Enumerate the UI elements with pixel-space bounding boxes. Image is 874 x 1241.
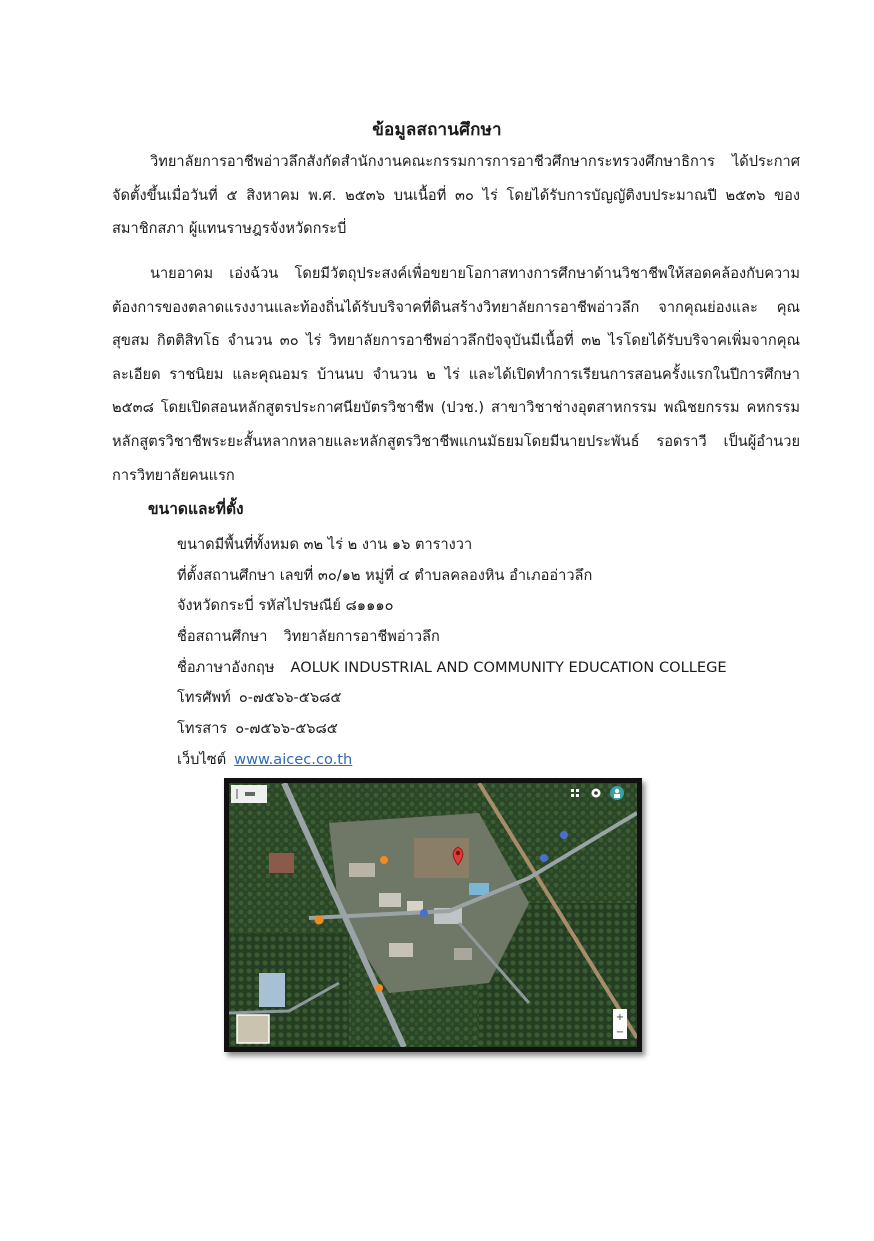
poi-marker-icon[interactable] [375,984,383,992]
phone-value: ๐-๗๕๖๖-๕๖๘๕ [238,689,342,707]
poi-marker-icon[interactable] [540,854,548,862]
zoom-out-icon: − [615,1027,625,1038]
school-name-th-line [177,622,727,653]
menu-icon [245,792,255,796]
school-name-en-value: AOLUK INDUSTRIAL AND COMMUNITY EDUCATION COLLEGE [290,658,727,676]
school-info-list [177,530,727,776]
school-name-th-label: ชื่อสถานศึกษา [177,628,268,646]
school-name-th-value: วิทยาลัยการอาชีพอ่าวลึก [283,628,440,646]
map-layer-thumbnail[interactable] [237,1015,269,1043]
paragraph-1-text: วิทยาลัยการอาชีพอ่าวลึกสังกัดสำนักงานคณะกรรมการการอาชีวศึกษากระทรวงศึกษาธิการ ได้ประกาศจัดตั้งขึ้นเมื่อวันที่ ๕ สิงหาคม พ.ศ. ๒๕๓๖ บนเนื้อที่ ๓๐ ไร่ โดยได้รับการบัญญัติงบประมาณปี ๒๕๓๖ ของสมาชิกสภา ผู้แทนราษฎรจังหวัดกระบี่ [112,153,800,238]
poi-marker-icon[interactable] [315,916,324,925]
address-line-2: จังหวัดกระบี่ รหัสไปรษณีย์ ๘๑๑๑๐ [177,597,394,615]
location-map[interactable] [224,778,642,1052]
website-label: เว็บไซต์ [177,750,227,768]
school-name-en-line [177,653,727,684]
building-blue-roof [469,883,489,895]
poi-marker-icon[interactable] [380,856,388,864]
building-roofs [259,973,285,1007]
poi-marker-icon[interactable] [420,909,428,917]
area-line: ขนาดมีพื้นที่ทั้งหมด ๓๒ ไร่ ๒ งาน ๑๖ ตารางวา [177,536,473,553]
building [379,893,401,907]
building [454,948,472,960]
history-paragraph-1 [112,145,800,246]
school-name-en-label: ชื่อภาษาอังกฤษ [177,658,275,676]
phone-line [177,683,727,714]
poi-marker-icon[interactable] [560,831,568,839]
address-line-1: ที่ตั้งสถานศึกษา เลขที่ ๓๐/๑๒ หมู่ที่ ๔ ตำบลคลองหิน อำเภออ่าวลึก [177,566,593,584]
fax-line [177,714,727,745]
section-heading-size-location: ขนาดและที่ตั้ง [148,500,244,518]
building [349,863,375,877]
building [389,943,413,957]
zoom-control[interactable] [613,1009,627,1039]
satellite-map-image [229,783,637,1047]
pegman-icon[interactable] [610,786,624,800]
map-menu-control[interactable] [231,785,267,803]
paragraph-2-text: นายอาคม เอ่งฉ้วน โดยมีวัตถุประสงค์เพื่อขยายโอกาสทางการศึกษาด้านวิชาชีพให้สอดคล้องกับความต้องการของตลาดแรงงานและท้องถิ่นได้รับบริจาคที่ดินสร้างวิทยาลัยการอาชีพอ่าวลึก จากคุณย่องและ คุณสุขสม กิตติสิทโธ จำนวน ๓๐ ไร่ วิทยาลัยการอาชีพอ่าวลึกปัจจุบันมีเนื้อที่ ๓๒ ไรโดยได้รับบริจาคเพิ่มจากคุณละเอียด ราชนิยม และคุณอมร บ้านนบ จำนวน ๒ ไร่ และได้เปิดทำการเรียนการสอนครั้งแรกในปีการศึกษา ๒๕๓๘ โดยเปิดสอนหลักสูตรประกาศนียบัตรวิชาชีพ (ปวช.) สาขาวิชาช่างอุตสาหกรรม พณิชยกรรม คหกรรม หลักสูตรวิชาชีพระยะสั้นหลากหลายและหลักสูตรวิชาชีพแกนมัธยมโดยมีนายประพันธ์ รอดราวี เป็นผู้อำนวยการวิทยาลัยคนแรก [112,265,800,484]
page-title: ข้อมูลสถานศึกษา [372,120,502,140]
compass-icon[interactable] [592,789,601,798]
phone-label: โทรศัพท์ [177,689,231,707]
fax-label: โทรสาร [177,720,228,738]
zoom-in-icon: + [615,1012,625,1023]
website-link[interactable]: www.aicec.co.th [234,750,353,768]
fax-value: ๐-๗๕๖๖-๕๖๘๕ [235,720,338,738]
history-paragraph-2 [112,257,800,492]
building-red-roof [269,853,294,873]
website-line [177,745,727,776]
